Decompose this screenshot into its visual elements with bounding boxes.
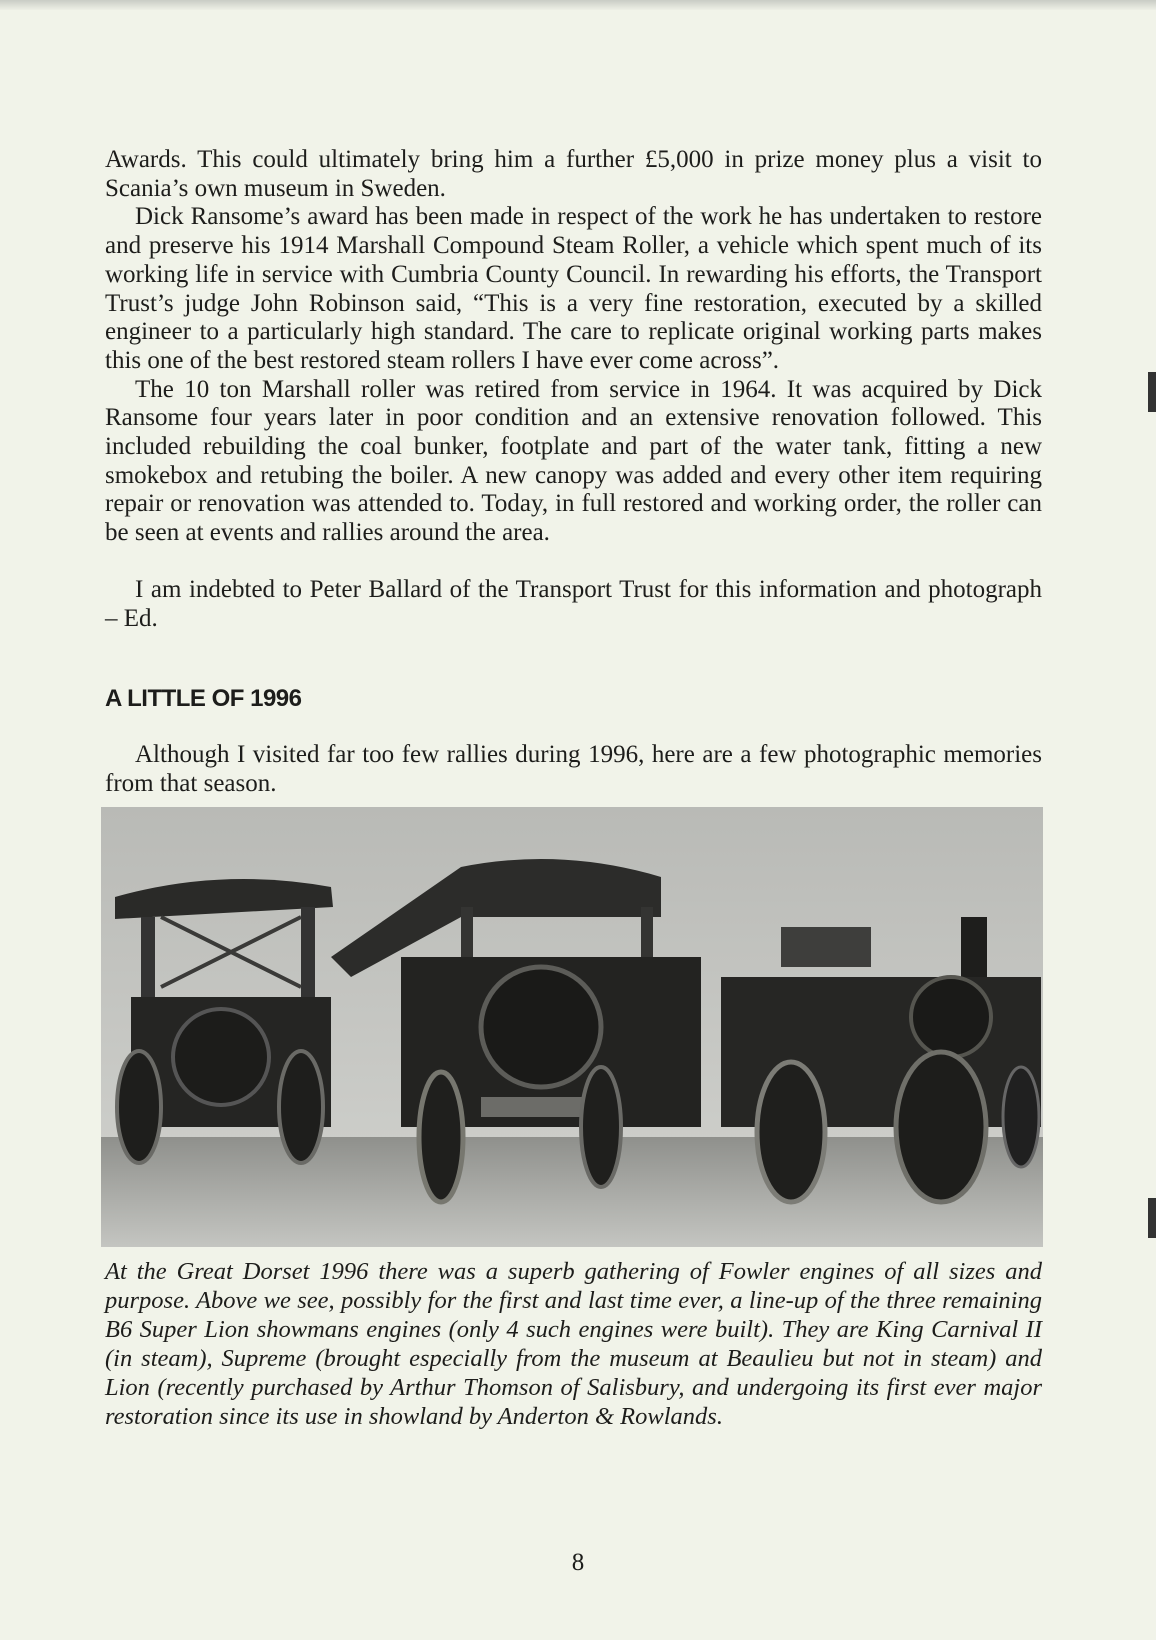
paragraph-marshall-roller: The 10 ton Marshall roller was retired from service in 1964. It was acquired by Dick Ransome four years later in poor condition and an extensive renovation followed. This included rebuilding the coal bunker, footplate and part of the water tank, fitting a new smokebox and retubing the boiler. A new canopy was added and every other item requiring repair or renovation was attended to. Today, in full restored and working order, the roller can be seen at events and rallies around the area.	[105, 375, 1042, 547]
section-intro: Although I visited far too few rallies during 1996, here are a few photographic memories from that season.	[105, 741, 1042, 797]
photo-caption: At the Great Dorset 1996 there was a superb gathering of Fowler engines of all sizes and purpose. Above we see, possibly for the first and last time ever, a line-up of the three remaining B6 Super Lion showmans engines (only 4 such engines were built). They are King Carnival II (in steam), Supreme (brought especially from the museum at Beaulieu but not in steam) and Lion (recently purchased by Arthur Thomson of Salisbury, and undergoing its first ever major restoration since its use in showland by Anderton & Rowlands.	[105, 1257, 1042, 1430]
showmans-engines-photo	[101, 807, 1043, 1247]
page-top-shadow	[0, 0, 1156, 10]
page-number: 8	[571, 1549, 585, 1576]
paragraph-ransome-award: Dick Ransome’s award has been made in respect of the work he has undertaken to restore and preserve his 1914 Marshall Compound Steam Roller, a vehicle which spent much of its working life in service with Cumbria County Council. In rewarding his efforts, the Transport Trust’s judge John Robinson said, “This is a very fine restoration, executed by a skilled engineer to a particularly high standard. The care to replicate original working parts makes this one of the best restored steam rollers I have ever come across”.	[105, 203, 1042, 374]
article-column	[105, 146, 1042, 1431]
paragraph-credit: I am indebted to Peter Ballard of the Transport Trust for this information and photograph – Ed.	[105, 575, 1042, 632]
binding-mark	[1148, 1198, 1156, 1238]
binding-mark	[1148, 372, 1156, 412]
engines-illustration	[101, 807, 1043, 1247]
paragraph-awards: Awards. This could ultimately bring him a further £5,000 in prize money plus a visit to Scania’s own museum in Sweden.	[105, 146, 1042, 202]
section-heading: A LITTLE OF 1996	[105, 685, 302, 713]
